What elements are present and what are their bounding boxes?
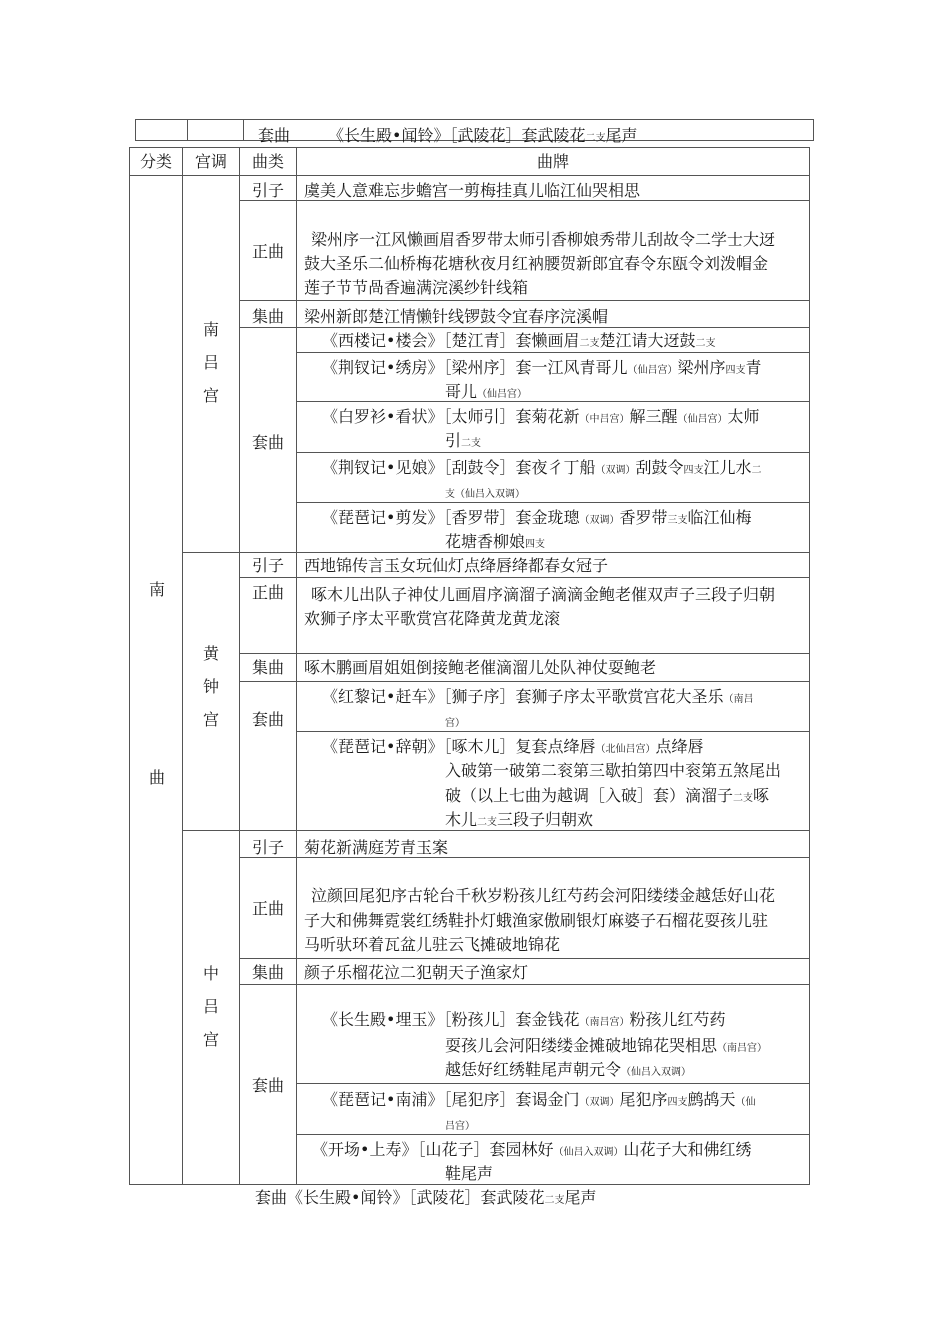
nanlv-zhengqu-line: 莲子节节咼香遍满浣溪纱针线箱: [304, 278, 529, 297]
zhonglv-yinzi-label: 引子: [252, 838, 285, 857]
zhonglv-zhengqu-label: 正曲: [252, 899, 285, 918]
zhonglv-taoqu-item: 《开场•上寿》［山花子］套园林好（仙吕入双调）山花子大和佛红绣: [312, 1140, 752, 1159]
huangzhong-taoqu-item-cont: 木儿二支三段子归朝欢: [445, 810, 594, 829]
mode-huangzhong: 黄 钟 宫: [202, 644, 219, 729]
huangzhong-zhengqu-label: 正曲: [252, 583, 285, 602]
nanlv-jiqu-label: 集曲: [252, 307, 285, 326]
nanlv-taoqu-label: 套曲: [252, 433, 285, 452]
header-category: 分类: [140, 152, 173, 171]
huangzhong-taoqu-item-cont: 宫）: [445, 718, 465, 729]
nanlv-jiqu: 梁州新郎楚江情懒针线锣鼓令宜春序浣溪帽: [304, 307, 609, 326]
row-divider: [296, 452, 810, 453]
nanlv-taoqu-item: 《白罗衫•看状》［太师引］套菊花新（中吕宫）解三醒（仙吕宫）太师: [322, 407, 760, 426]
nanlv-taoqu-item: 《荆钗记•绣房》［梁州序］套一江风青哥儿（仙吕宫）梁州序四支青: [322, 358, 762, 377]
zhonglv-taoqu-item-cont: 越恁好红绣鞋尾声朝元令（仙吕入双调）: [445, 1060, 692, 1079]
zhonglv-zhengqu-line: 马听驮环着瓦盆儿驻云飞摊破地锦花: [304, 935, 561, 954]
nanlv-yinzi: 虞美人意难忘步蟾宫一剪梅挂真儿临江仙哭相思: [304, 181, 641, 200]
column-divider: [182, 147, 183, 1185]
huangzhong-taoqu-label: 套曲: [252, 710, 285, 729]
table-left-border: [129, 147, 130, 1185]
row-divider: [239, 300, 810, 301]
zhonglv-yinzi: 菊花新满庭芳青玉案: [304, 838, 449, 857]
top-row-divider: [243, 119, 244, 141]
nanlv-yinzi-label: 引子: [252, 181, 285, 200]
footer-line: 套曲《长生殿•闻铃》［武陵花］套武陵花二支尾声: [255, 1188, 597, 1207]
row-divider: [239, 958, 810, 959]
zhonglv-jiqu: 颜子乐榴花泣二犯朝天子渔家灯: [304, 963, 529, 982]
top-row-divider: [187, 119, 188, 141]
table-top-border: [129, 147, 810, 148]
huangzhong-taoqu-item-cont: 入破第一破第二衮第三歇拍第四中衮第五煞尾出: [445, 761, 782, 780]
huangzhong-zhengqu-line: 啄木儿出队子神仗儿画眉序滴溜子滴滴金鲍老催双声子三段子归朝: [311, 585, 776, 604]
header-tunes: 曲牌: [537, 152, 570, 171]
nanlv-taoqu-item: 《荆钗记•见娘》［刮鼓令］套夜彳丁船（双调）刮鼓令四支江儿水二: [322, 458, 762, 477]
zhonglv-zhengqu-line: 子大和佛舞霓裳红绣鞋扑灯蛾渔家傲刷银灯麻婆子石榴花耍孩儿驻: [304, 911, 769, 930]
header-bottom-border: [129, 175, 810, 176]
nanlv-taoqu-item-cont: 支（仙吕入双调）: [445, 489, 525, 500]
zhonglv-jiqu-label: 集曲: [252, 963, 285, 982]
row-divider: [296, 502, 810, 503]
huangzhong-taoqu-item: 《琵琶记•辞朝》［啄木儿］复套点绛唇（北仙吕宫）点绛唇: [322, 737, 704, 756]
nanlv-zhengqu-label: 正曲: [252, 242, 285, 261]
huangzhong-taoqu-item: 《红黎记•赶车》［狮子序］套狮子序太平歌赏宫花大圣乐（南吕: [322, 687, 754, 706]
zhonglv-taoqu-item-cont: 鞋尾声: [445, 1164, 494, 1183]
nanlv-taoqu-item-cont: 哥儿（仙吕宫）: [445, 382, 528, 401]
column-divider: [239, 147, 240, 1185]
huangzhong-yinzi: 西地锦传言玉女玩仙灯点绛唇绛都春女冠子: [304, 556, 609, 575]
nanlv-zhengqu-line: 鼓大圣乐二仙桥梅花塘秋夜月红衲腰贺新郎宜春令东瓯令刘泼帽金: [304, 254, 769, 273]
zhonglv-zhengqu-line: 泣颜回尾犯序古轮台千秋岁粉孩儿红芍药会河阳缕缕金越恁好山花: [311, 886, 776, 905]
nanlv-taoqu-item: 《琵琶记•剪发》［香罗带］套金珑璁（双调）香罗带三支临江仙梅: [322, 508, 752, 527]
header-type: 曲类: [252, 152, 285, 171]
nanlv-taoqu-item-cont: 引二支: [445, 431, 482, 450]
nanlv-taoqu-item-cont: 花塘香柳娘四支: [445, 532, 546, 551]
mode-nanlv: 南 吕 宫: [202, 320, 219, 405]
row-divider: [239, 681, 810, 682]
nanlv-zhengqu-line: 梁州序一江风懒画眉香罗带太师引香柳娘秀带儿刮故令二学士大迓: [311, 230, 776, 249]
row-divider: [296, 731, 810, 732]
category-qu: 曲: [149, 768, 166, 787]
huangzhong-jiqu: 啄木鹏画眉姐姐倒接鲍老催滴溜儿处队神仗耍鲍老: [304, 658, 657, 677]
table-right-border: [809, 147, 810, 1185]
huangzhong-jiqu-label: 集曲: [252, 658, 285, 677]
zhonglv-taoqu-item: 《琵琶记•南浦》［尾犯序］套谒金门（双调）尾犯序四支鹧鸪天（仙: [322, 1090, 756, 1109]
zhonglv-taoqu-label: 套曲: [252, 1076, 285, 1095]
zhonglv-taoqu-item-cont: 吕宫）: [445, 1121, 475, 1132]
header-mode: 宫调: [195, 152, 228, 171]
category-nan: 南: [149, 580, 166, 599]
zhonglv-taoqu-item-cont: 耍孩儿会河阳缕缕金摊破地锦花哭相思（南吕宫）: [445, 1036, 768, 1055]
row-divider: [239, 653, 810, 654]
mode-zhonglv: 中 吕 宫: [202, 964, 219, 1049]
zhonglv-taoqu-item: 《长生殿•埋玉》［粉孩儿］套金钱花（南吕宫）粉孩儿红芍药: [322, 1010, 726, 1029]
huangzhong-zhengqu-line: 欢狮子序太平歌赏宫花降黄龙黄龙滚: [304, 609, 561, 628]
nanlv-taoqu-item: 《西楼记•楼会》［楚江青］套懒画眉二支楚江请大迓鼓二支: [322, 331, 716, 350]
top-row-kind: 套曲: [258, 126, 291, 145]
top-row-text: 《长生殿•闻铃》［武陵花］套武陵花二支尾声: [328, 126, 638, 145]
row-divider: [296, 401, 810, 402]
huangzhong-taoqu-item-cont: 破（以上七曲为越调［入破］套）滴溜子二支啄: [445, 786, 770, 805]
huangzhong-yinzi-label: 引子: [252, 556, 285, 575]
column-divider: [296, 147, 297, 1185]
row-divider: [296, 1134, 810, 1135]
